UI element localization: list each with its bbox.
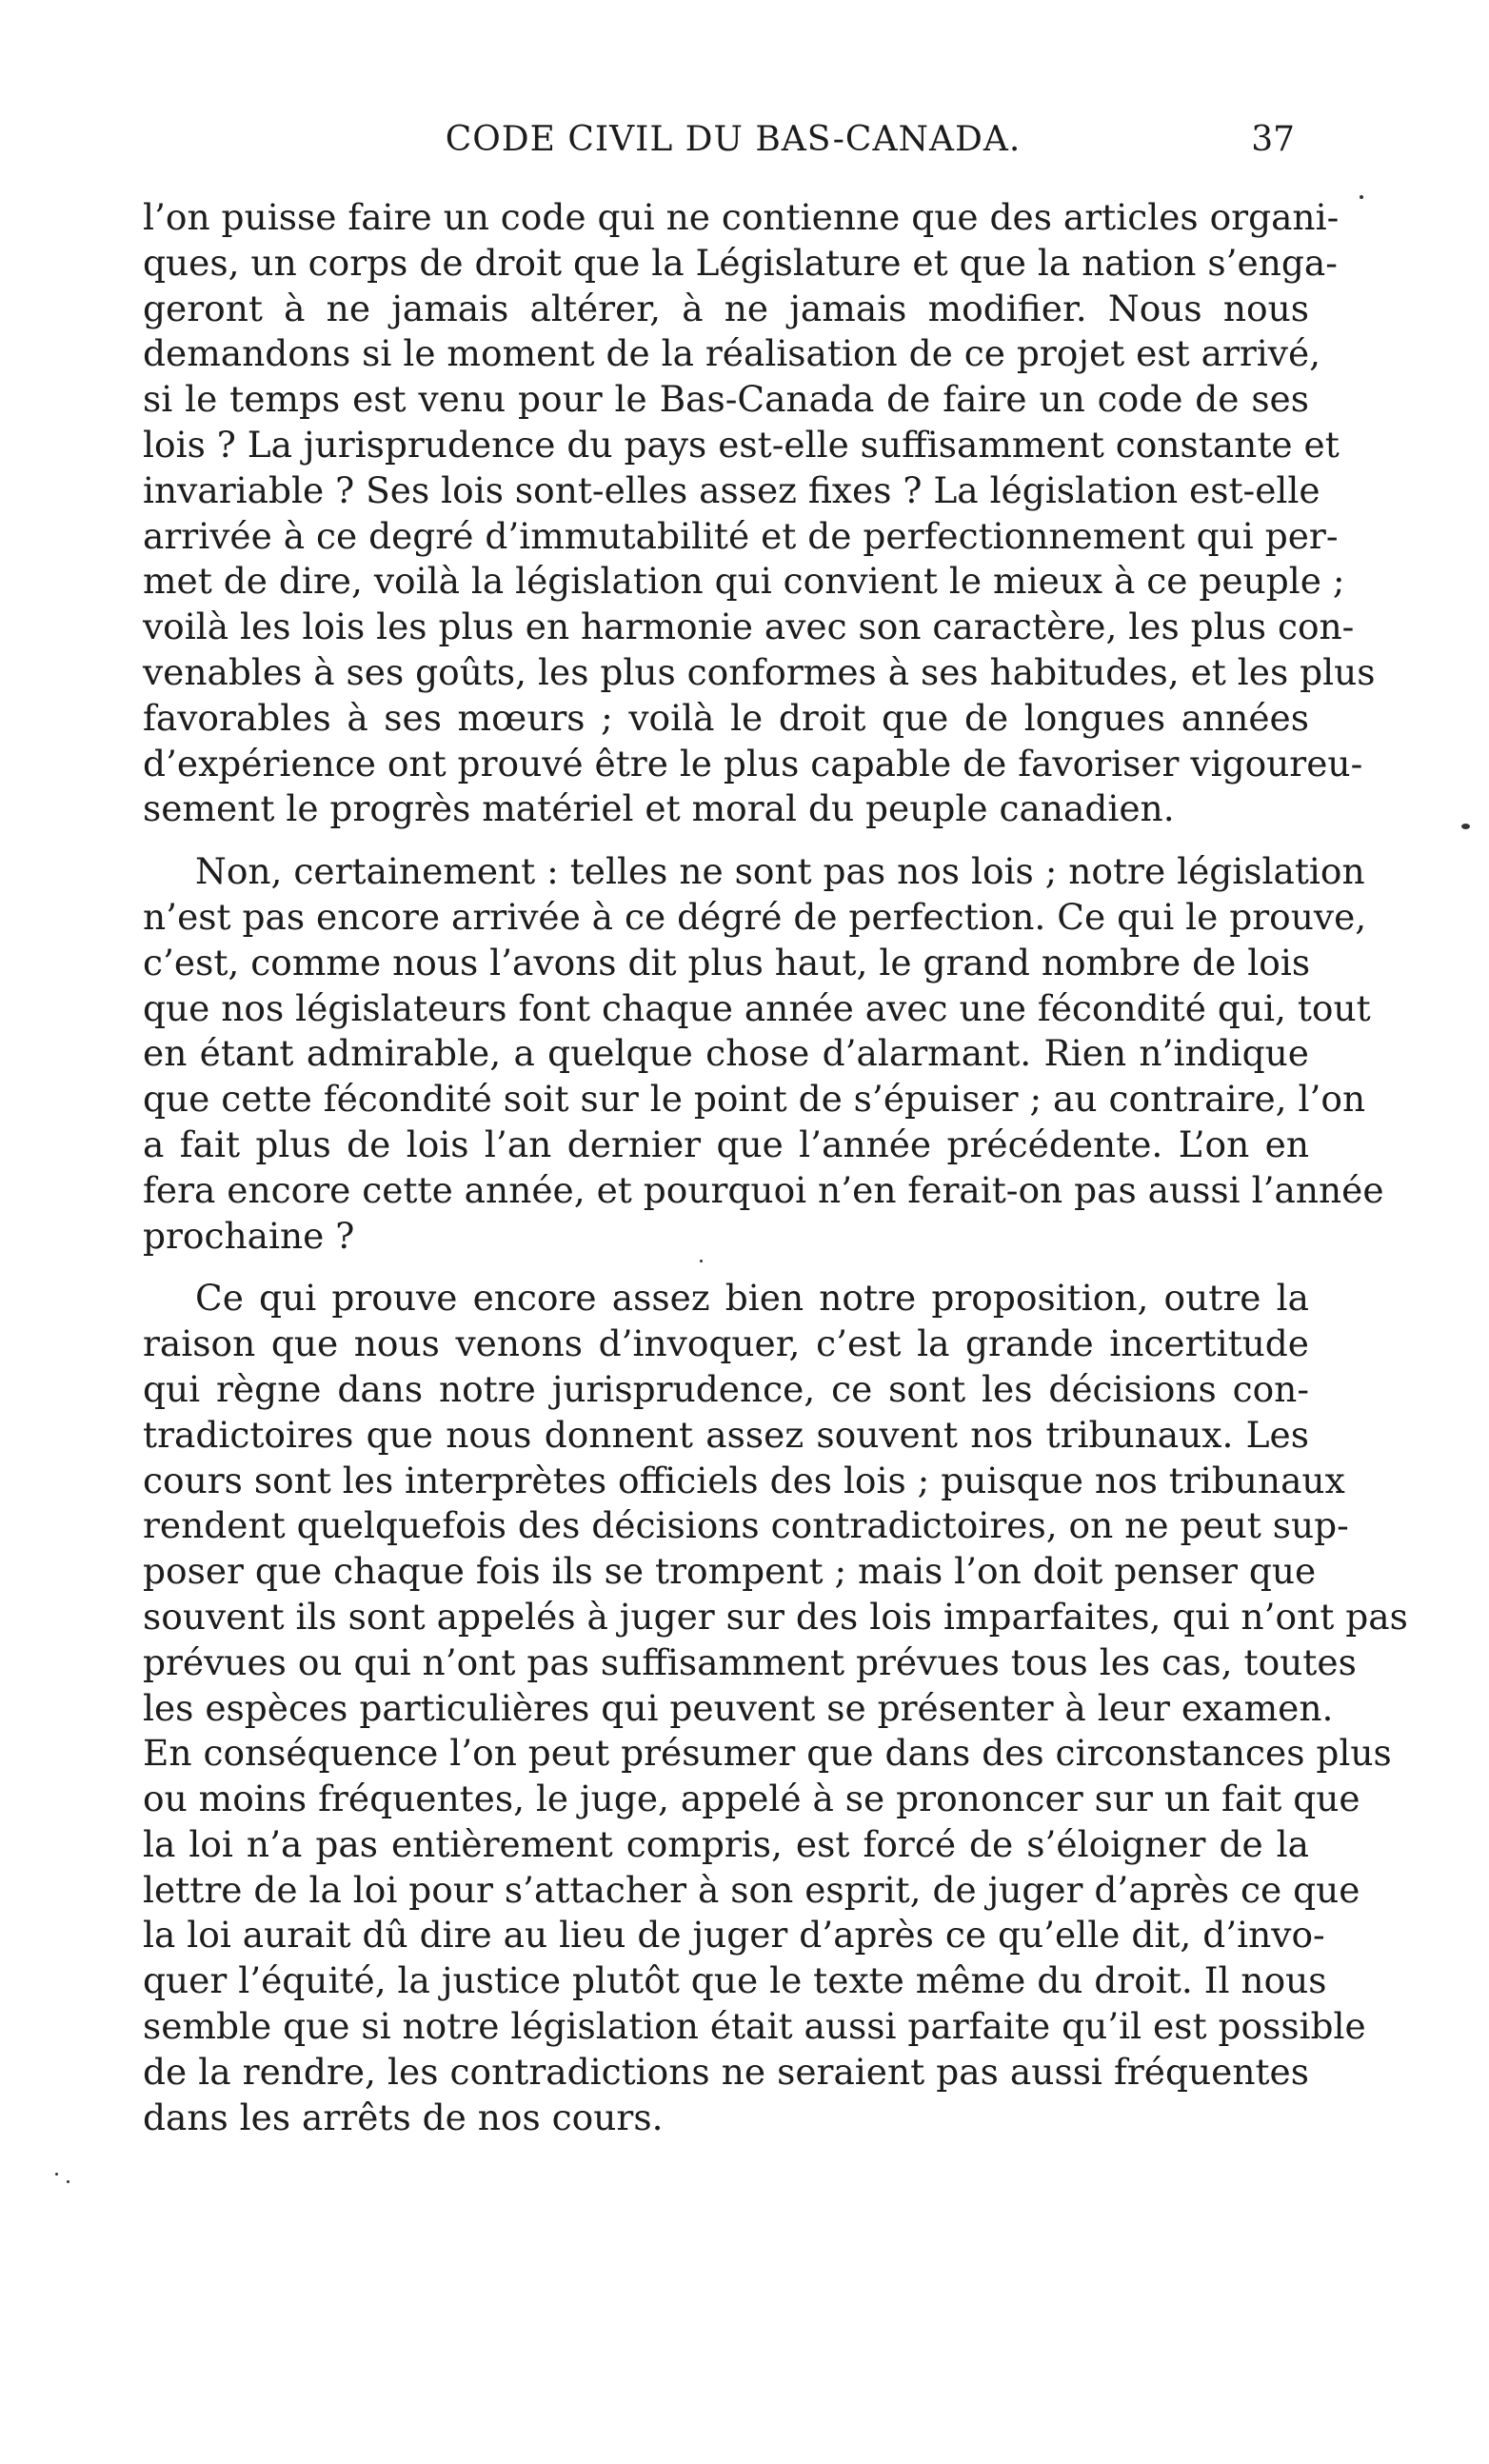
text-line: voilà les lois les plus en harmonie avec son caractère, les plus con-: [143, 606, 1355, 648]
paragraph-3: [143, 1276, 1408, 2140]
text-line: arrivée à ce degré d’immutabilité et de perfectionnement qui per-: [143, 514, 1339, 557]
text-line: que cette fécondité soit sur le point de s’épuiser ; au contraire, l’on: [143, 1078, 1366, 1121]
body-text: [143, 195, 1408, 2140]
text-line: prochaine ?: [143, 1214, 355, 1257]
text-line: la loi aurait dû dire au lieu de juger d’après ce qu’elle dit, d’invo-: [143, 1914, 1325, 1957]
text-line: la loi n’a pas entièrement compris, est forcé de s’éloigner de la: [143, 1822, 1309, 1865]
text-line: les espèces particulières qui peuvent se présenter à leur examen.: [143, 1686, 1334, 1729]
text-line: prévues ou qui n’ont pas suffisamment prévues tous les cas, toutes: [143, 1640, 1357, 1683]
text-line: raison que nous venons d’invoquer, c’est la grande incertitude: [143, 1322, 1309, 1365]
text-line: que nos législateurs font chaque année avec une fécondité qui, tout: [143, 986, 1371, 1029]
text-line: tradictoires que nous donnent assez souvent nos tribunaux. Les: [143, 1413, 1309, 1456]
scan-speck: [55, 2173, 58, 2176]
text-line: en étant admirable, a quelque chose d’alarmant. Rien n’indique: [143, 1032, 1309, 1075]
text-line: geront à ne jamais altérer, à ne jamais modifier. Nous nous: [143, 287, 1309, 329]
text-line: lettre de la loi pour s’attacher à son esprit, de juger d’après ce que: [143, 1868, 1360, 1911]
scan-speck: [700, 1260, 703, 1262]
text-line: favorables à ses mœurs ; voilà le droit que de longues années: [143, 696, 1309, 739]
text-line: c’est, comme nous l’avons dit plus haut, le grand nombre de lois: [143, 941, 1311, 984]
text-line: rendent quelquefois des décisions contradictoires, on ne peut sup-: [143, 1504, 1349, 1547]
text-line: a fait plus de lois l’an dernier que l’année précédente. L’on en: [143, 1123, 1309, 1165]
scan-speck: [67, 2180, 69, 2183]
paragraph-gap: [143, 832, 1309, 849]
paragraph-1: [143, 195, 1376, 832]
text-line: quer l’équité, la justice plutôt que le texte même du droit. Il nous: [143, 1959, 1327, 2002]
text-line: n’est pas encore arrivée à ce dégré de perfection. Ce qui le prouve,: [143, 895, 1367, 938]
text-line: d’expérience ont prouvé être le plus capable de favoriser vigoureu-: [143, 742, 1363, 785]
text-line: venables à ses goûts, les plus conformes à ses habitudes, et les plus: [143, 650, 1376, 693]
text-line: Non, certainement : telles ne sont pas nos lois ; notre législation: [195, 850, 1365, 893]
text-line: fera encore cette année, et pourquoi n’en ferait-on pas aussi l’année: [143, 1168, 1384, 1211]
page-number: 37: [1251, 120, 1295, 159]
scan-speck: [1461, 824, 1470, 829]
text-line: poser que chaque fois ils se trompent ; mais l’on doit penser que: [143, 1550, 1317, 1593]
paragraph-2: [143, 849, 1384, 1259]
text-line: met de dire, voilà la législation qui convient le mieux à ce peuple ;: [143, 560, 1345, 603]
text-line: si le temps est venu pour le Bas-Canada de faire un code de ses: [143, 378, 1309, 421]
text-line: ques, un corps de droit que la Législature et que la nation s’enga-: [143, 241, 1338, 284]
text-line: cours sont les interprètes officiels des lois ; puisque nos tribunaux: [143, 1459, 1345, 1501]
scan-speck: [1360, 195, 1363, 199]
text-line: ou moins fréquentes, le juge, appelé à se prononcer sur un fait que: [143, 1778, 1360, 1820]
page-header: [143, 116, 1295, 164]
text-line: lois ? La jurisprudence du pays est-elle suffisamment constante et: [143, 423, 1340, 466]
text-line: dans les arrêts de nos cours.: [143, 2096, 664, 2138]
text-line: Ce qui prouve encore assez bien notre proposition, outre la: [195, 1277, 1309, 1320]
paragraph-gap: [143, 1259, 1309, 1276]
text-line: qui règne dans notre jurisprudence, ce sont les décisions con-: [143, 1367, 1309, 1410]
text-line: demandons si le moment de la réalisation de ce projet est arrivé,: [143, 332, 1321, 375]
text-line: semble que si notre législation était aussi parfaite qu’il est possible: [143, 2005, 1366, 2048]
text-line: de la rendre, les contradictions ne seraient pas aussi fréquentes: [143, 2050, 1309, 2093]
text-line: sement le progrès matériel et moral du peuple canadien.: [143, 787, 1175, 830]
running-title: CODE CIVIL DU BAS-CANADA.: [445, 120, 1022, 159]
text-line: l’on puisse faire un code qui ne contienne que des articles organi-: [143, 196, 1340, 238]
text-line: En conséquence l’on peut présumer que dans des circonstances plus: [143, 1732, 1392, 1775]
text-line: invariable ? Ses lois sont-elles assez fixes ? La législation est-elle: [143, 468, 1320, 511]
text-line: souvent ils sont appelés à juger sur des lois imparfaites, qui n’ont pas: [143, 1595, 1408, 1638]
